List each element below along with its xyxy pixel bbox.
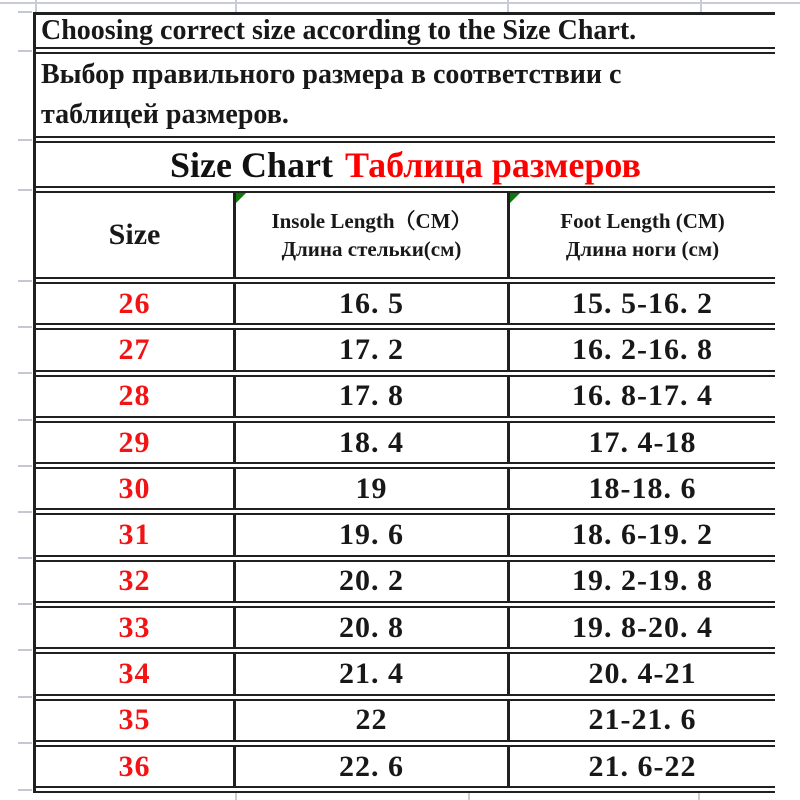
size-chart-heading-ru: Таблица размеров: [345, 144, 641, 185]
error-triangle-icon: [510, 193, 520, 203]
title-english: [36, 15, 775, 54]
foot-length-cell: [510, 562, 775, 601]
size-value: 33: [118, 610, 151, 644]
foot-length-cell: [510, 377, 775, 416]
insole-length-value: 20. 8: [339, 610, 404, 644]
header-size-label: Size: [108, 218, 161, 251]
foot-length-cell: [510, 330, 775, 369]
table-row: [36, 284, 775, 330]
insole-length-cell: [236, 654, 510, 693]
insole-length-cell: [236, 747, 510, 786]
foot-length-cell: [510, 423, 775, 462]
title-russian: [36, 54, 775, 143]
foot-length-value: 16. 8-17. 4: [572, 379, 713, 413]
size-cell: [36, 284, 236, 323]
foot-length-value: 15. 5-16. 2: [572, 286, 713, 320]
table-row: [36, 562, 775, 608]
insole-length-cell: [236, 330, 510, 369]
gridline-tick: [18, 696, 32, 698]
insole-length-cell: [236, 284, 510, 323]
table-row: [36, 469, 775, 515]
gridline-tick: [18, 649, 32, 651]
table-row: [36, 423, 775, 469]
gridline-stub: [35, 0, 37, 12]
insole-length-cell: [236, 562, 510, 601]
gridline-tick: [18, 280, 32, 282]
size-value: 36: [118, 749, 151, 783]
gridline-tick: [18, 419, 32, 421]
gridline-tick: [18, 789, 32, 791]
title-english-text: Choosing correct size according to the Size Chart.: [41, 15, 637, 46]
table-row: [36, 701, 775, 747]
foot-length-cell: [510, 469, 775, 508]
header-foot-ru: Длина ноги (см): [565, 237, 720, 261]
table-body: [36, 284, 775, 793]
foot-length-cell: [510, 747, 775, 786]
gridline-tick: [18, 326, 32, 328]
size-cell: [36, 515, 236, 554]
table-row: [36, 515, 775, 561]
insole-length-value: 22: [355, 703, 388, 737]
gridline-tick: [18, 50, 32, 52]
insole-length-cell: [236, 423, 510, 462]
foot-length-cell: [510, 654, 775, 693]
foot-length-value: 19. 2-19. 8: [572, 564, 713, 598]
size-cell: [36, 562, 236, 601]
foot-length-value: 19. 8-20. 4: [572, 610, 713, 644]
insole-length-value: 19: [355, 471, 388, 505]
table-row: [36, 330, 775, 376]
size-cell: [36, 423, 236, 462]
header-insole-length: [236, 193, 510, 277]
size-value: 28: [118, 379, 151, 413]
insole-length-value: 20. 2: [339, 564, 404, 598]
insole-length-value: 21. 4: [339, 657, 404, 691]
size-cell: [36, 330, 236, 369]
size-cell: [36, 377, 236, 416]
gridline-tick: [18, 465, 32, 467]
insole-length-value: 17. 2: [339, 332, 404, 366]
table-row: [36, 608, 775, 654]
size-cell: [36, 469, 236, 508]
size-chart-heading-en: Size Chart: [170, 144, 333, 185]
header-foot-length: [510, 193, 775, 277]
table-row: [36, 747, 775, 793]
size-chart-heading: [36, 143, 775, 193]
size-cell: [36, 701, 236, 740]
foot-length-value: 21. 6-22: [588, 749, 697, 783]
gridline-tick: [18, 603, 32, 605]
foot-length-cell: [510, 608, 775, 647]
insole-length-cell: [236, 377, 510, 416]
insole-length-value: 16. 5: [339, 286, 404, 320]
gridline-tick: [18, 189, 32, 191]
foot-length-cell: [510, 515, 775, 554]
header-insole-ru: Длина стельки(см): [281, 237, 462, 261]
size-value: 35: [118, 703, 151, 737]
gridline-tick: [18, 11, 32, 13]
insole-length-cell: [236, 701, 510, 740]
foot-length-value: 21-21. 6: [588, 703, 697, 737]
gridline-stub: [235, 0, 237, 12]
foot-length-value: 18-18. 6: [588, 471, 697, 505]
size-value: 30: [118, 471, 151, 505]
size-chart-table: [33, 12, 775, 793]
gridline-tick: [18, 511, 32, 513]
insole-length-value: 22. 6: [339, 749, 404, 783]
insole-length-value: 17. 8: [339, 379, 404, 413]
foot-length-value: 20. 4-21: [588, 657, 697, 691]
gridline-stub: [507, 0, 509, 12]
gridline-stub: [700, 0, 702, 12]
foot-length-value: 16. 2-16. 8: [572, 332, 713, 366]
gridline-tick: [18, 742, 32, 744]
foot-length-cell: [510, 701, 775, 740]
size-value: 31: [118, 518, 151, 552]
foot-length-value: 18. 6-19. 2: [572, 518, 713, 552]
size-value: 29: [118, 425, 151, 459]
title-russian-text: [41, 55, 621, 135]
foot-length-value: 17. 4-18: [588, 425, 697, 459]
title-russian-line1: Выбор правильного размера в соответствии с: [41, 59, 622, 90]
header-insole-en: Insole Length（CM）: [271, 209, 472, 233]
size-cell: [36, 747, 236, 786]
gridline-tick: [18, 557, 32, 559]
insole-length-value: 19. 6: [339, 518, 404, 552]
insole-length-cell: [236, 469, 510, 508]
header-foot-en: Foot Length (CM): [560, 209, 725, 233]
size-value: 26: [118, 286, 151, 320]
size-value: 32: [118, 564, 151, 598]
size-value: 27: [118, 332, 151, 366]
error-triangle-icon: [236, 193, 246, 203]
insole-length-cell: [236, 515, 510, 554]
table-row: [36, 654, 775, 700]
title-russian-line2: таблицей размеров.: [41, 99, 289, 130]
table-row: [36, 377, 775, 423]
size-value: 34: [118, 657, 151, 691]
header-size: [36, 193, 236, 277]
table-header-row: [36, 193, 775, 284]
size-cell: [36, 654, 236, 693]
size-cell: [36, 608, 236, 647]
foot-length-cell: [510, 284, 775, 323]
insole-length-cell: [236, 608, 510, 647]
gridline-tick: [18, 139, 32, 141]
insole-length-value: 18. 4: [339, 425, 404, 459]
gridline-top: [0, 2, 800, 4]
gridline-tick: [18, 372, 32, 374]
